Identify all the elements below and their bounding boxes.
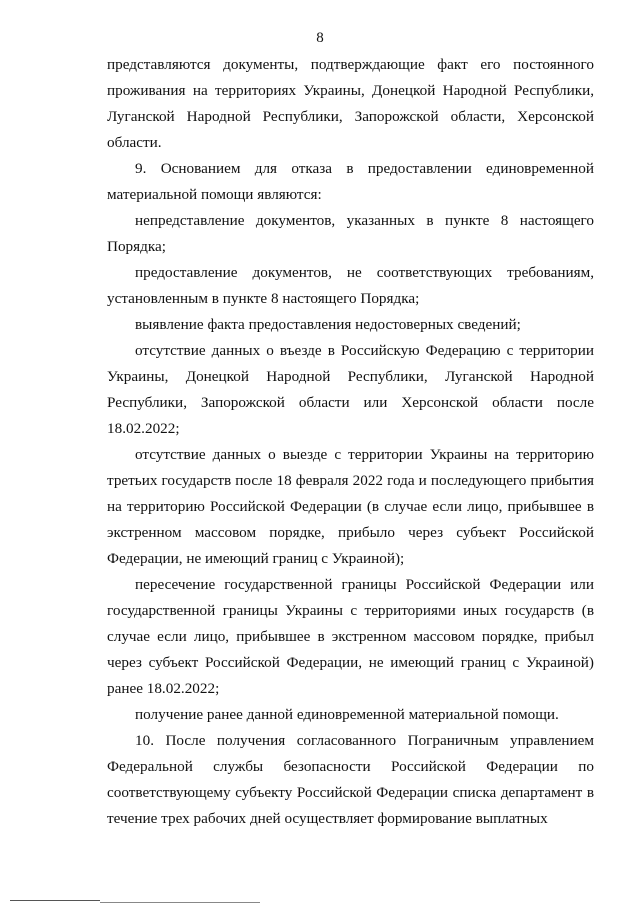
paragraph-continuation: представляются документы, подтверждающие факт его постоянного проживания на территориях Украины, Донецкой Народной Республики, Луганской Народной Республики, Запорожской области, Херсонской области. <box>107 56 594 151</box>
paragraph-reason-no-entry-data: отсутствие данных о въезде в Российскую Федерацию с территории Украины, Донецкой Народной Республики, Луганской Народной Республики, Запорожской области или Херсонской области после 18.02.2022; <box>107 342 594 437</box>
footer-line-left <box>10 900 100 901</box>
document-body <box>107 52 594 832</box>
paragraph-reason-non-submission: непредставление документов, указанных в пункте 8 настоящего Порядка; <box>107 212 594 255</box>
paragraph-reason-border-crossing: пересечение государственной границы Российской Федерации или государственной границы Украины с территориями иных государств (в случае если лицо, прибывшее в экстренном массовом порядке, прибыл через субъект Российской Федерации, не имеющий границ с Украиной) ранее 18.02.2022; <box>107 576 594 697</box>
paragraph-reason-non-compliance: предоставление документов, не соответствующих требованиям, установленным в пункте 8 настоящего Порядка; <box>107 264 594 307</box>
footer-line-right <box>100 902 260 903</box>
paragraph-item-9: 9. Основанием для отказа в предоставлении единовременной материальной помощи являются: <box>107 160 594 203</box>
paragraph-reason-prior-aid: получение ранее данной единовременной материальной помощи. <box>135 706 559 723</box>
paragraph-reason-false-info: выявление факта предоставления недостоверных сведений; <box>135 316 521 333</box>
paragraph-item-10: 10. После получения согласованного Пограничным управлением Федеральной службы безопасности Российской Федерации по соответствующему субъекту Российской Федерации списка департамент в течение трех рабочих дней осуществляет формирование выплатных <box>107 732 594 827</box>
page-number: 8 <box>316 30 324 46</box>
paragraph-reason-no-exit-data: отсутствие данных о выезде с территории Украины на территорию третьих государств после 18 февраля 2022 года и последующего прибытия на территорию Российской Федерации (в случае если лицо, прибывшее в экстренном массовом порядке, прибыло через субъект Российской Федерации, не имеющий границ с Украиной); <box>107 446 594 567</box>
